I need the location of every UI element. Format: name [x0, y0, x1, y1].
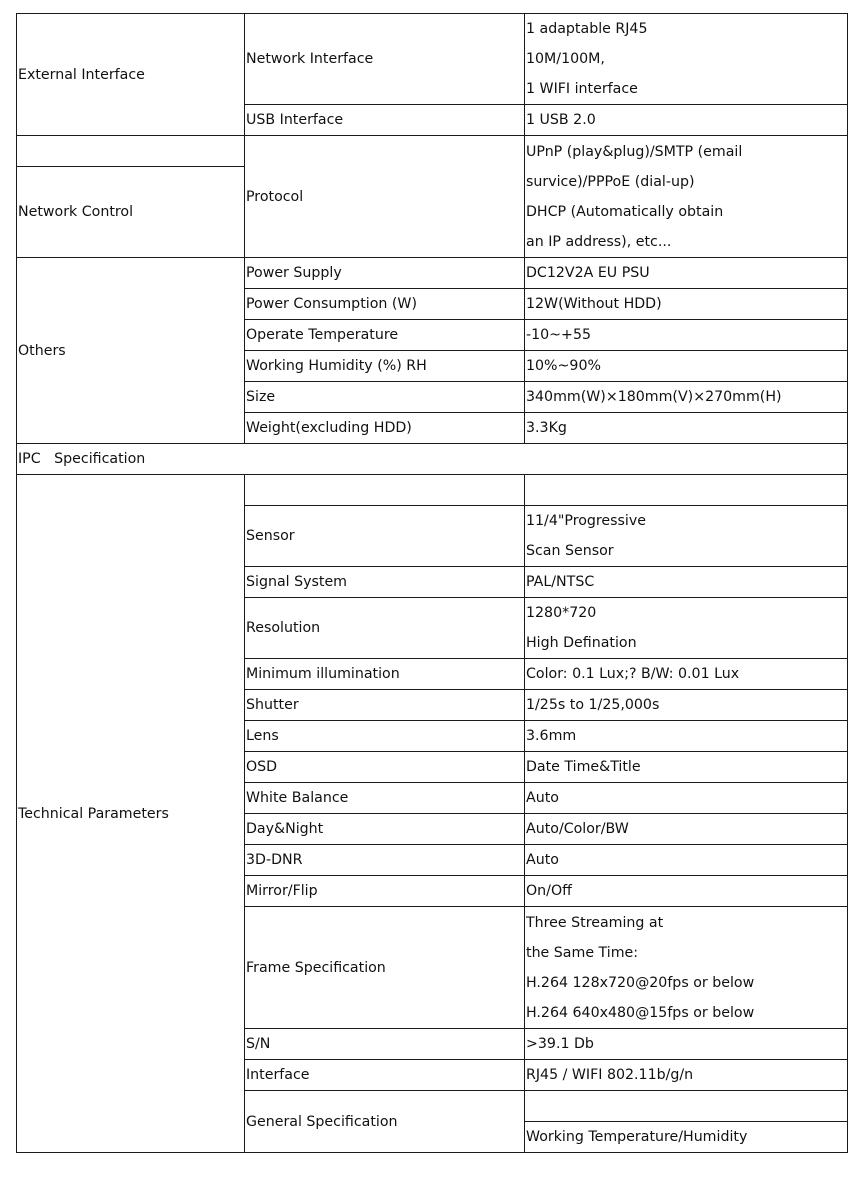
value-sn: >39.1 Db	[525, 1029, 848, 1060]
label-sensor: Sensor	[245, 506, 525, 567]
section-heading-ipc: IPC Specification	[17, 444, 848, 475]
table-row	[17, 14, 848, 105]
value-operate-temperature: -10~+55	[525, 320, 848, 351]
label-frame-specification: Frame Specification	[245, 907, 525, 1029]
value-signal-system: PAL/NTSC	[525, 567, 848, 598]
label-protocol: Protocol	[245, 136, 525, 258]
label-interface: Interface	[245, 1060, 525, 1091]
label-resolution: Resolution	[245, 598, 525, 659]
value-power-consumption: 12W(Without HDD)	[525, 289, 848, 320]
label-usb-interface: USB Interface	[245, 105, 525, 136]
table-row	[17, 475, 848, 506]
value-3d-dnr: Auto	[525, 845, 848, 876]
empty-cell	[17, 136, 245, 167]
label-sn: S/N	[245, 1029, 525, 1060]
category-network-control: Network Control	[17, 167, 245, 258]
value-mirror-flip: On/Off	[525, 876, 848, 907]
value-lens: 3.6mm	[525, 721, 848, 752]
label-shutter: Shutter	[245, 690, 525, 721]
label-size: Size	[245, 382, 525, 413]
value-power-supply: DC12V2A EU PSU	[525, 258, 848, 289]
label-mirror-flip: Mirror/Flip	[245, 876, 525, 907]
value-frame-specification: Three Streaming at the Same Time: H.264 128x720@20fps or below H.264 640x480@15fps or below	[525, 907, 848, 1029]
table-row	[17, 444, 848, 475]
value-osd: Date Time&Title	[525, 752, 848, 783]
value-usb-interface: 1 USB 2.0	[525, 105, 848, 136]
label-network-interface: Network Interface	[245, 14, 525, 105]
label-3d-dnr: 3D-DNR	[245, 845, 525, 876]
value-minimum-illumination: Color: 0.1 Lux;? B/W: 0.01 Lux	[525, 659, 848, 690]
empty-cell	[525, 1091, 848, 1122]
empty-cell	[245, 475, 525, 506]
label-minimum-illumination: Minimum illumination	[245, 659, 525, 690]
label-signal-system: Signal System	[245, 567, 525, 598]
label-power-supply: Power Supply	[245, 258, 525, 289]
value-size: 340mm(W)×180mm(V)×270mm(H)	[525, 382, 848, 413]
value-interface: RJ45 / WIFI 802.11b/g/n	[525, 1060, 848, 1091]
category-general-specification: General Specification	[245, 1091, 525, 1153]
label-white-balance: White Balance	[245, 783, 525, 814]
label-lens: Lens	[245, 721, 525, 752]
value-network-interface: 1 adaptable RJ45 10M/100M, 1 WIFI interface	[525, 14, 848, 105]
label-weight: Weight(excluding HDD)	[245, 413, 525, 444]
category-external-interface: External Interface	[17, 14, 245, 136]
category-technical-parameters: Technical Parameters	[17, 475, 245, 1153]
label-osd: OSD	[245, 752, 525, 783]
value-shutter: 1/25s to 1/25,000s	[525, 690, 848, 721]
label-working-humidity: Working Humidity (%) RH	[245, 351, 525, 382]
value-resolution: 1280*720 High Defination	[525, 598, 848, 659]
value-day-night: Auto/Color/BW	[525, 814, 848, 845]
specification-table	[16, 13, 848, 1153]
value-white-balance: Auto	[525, 783, 848, 814]
category-others: Others	[17, 258, 245, 444]
label-operate-temperature: Operate Temperature	[245, 320, 525, 351]
value-working-humidity: 10%~90%	[525, 351, 848, 382]
value-protocol: UPnP (play&plug)/SMTP (email survice)/PPPoE (dial-up) DHCP (Automatically obtain an IP address), etc...	[525, 136, 848, 258]
empty-cell	[525, 475, 848, 506]
label-day-night: Day&Night	[245, 814, 525, 845]
value-weight: 3.3Kg	[525, 413, 848, 444]
label-power-consumption: Power Consumption (W)	[245, 289, 525, 320]
table-row	[17, 258, 848, 289]
value-sensor: 11/4"Progressive Scan Sensor	[525, 506, 848, 567]
table-row	[17, 136, 848, 167]
label-working-temperature-humidity: Working Temperature/Humidity	[525, 1122, 848, 1153]
